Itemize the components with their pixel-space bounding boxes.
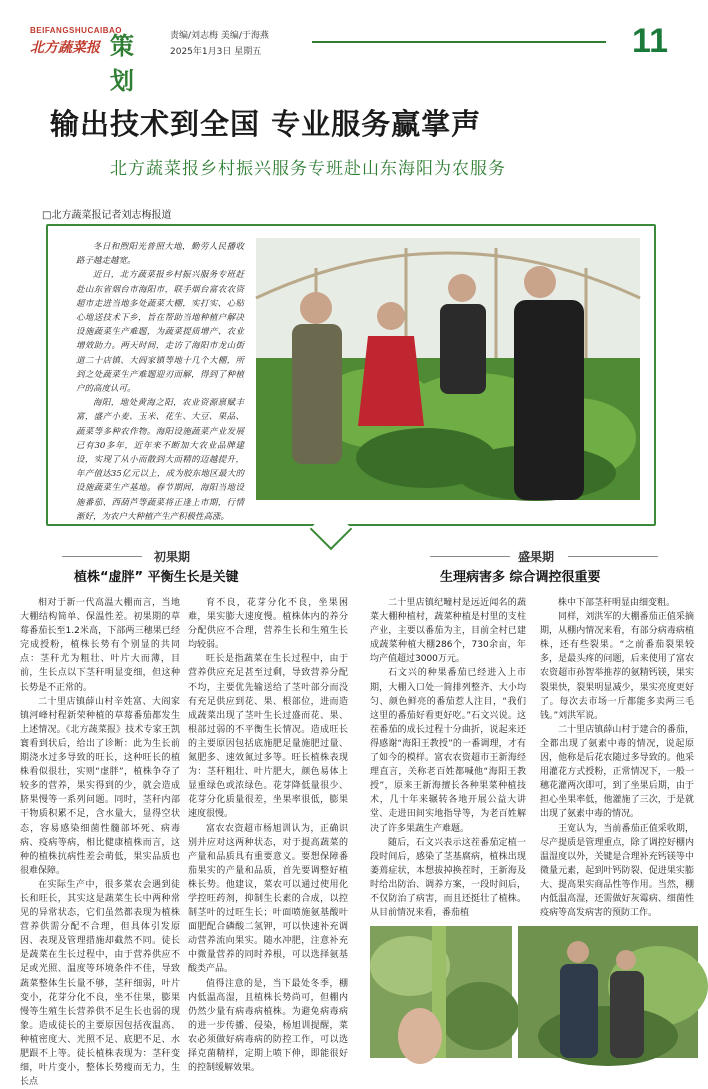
article-paragraph: 二十里店镇纪疃村是远近闻名的蔬菜大棚种植村，蔬菜种植是村里的支柱产业，主要以番茄为主，目前全村已建成蔬菜种植大棚286个，730余亩，年均产值超过3000万元。: [370, 598, 526, 665]
article-paragraph: 随后，石文兴表示这茬番茄定植一段时间后，感染了茎基腐病，植株出现萎蔫症状，本想拔掉换茬时，王新海及时给出防治、调养方案，一段时间后，不仅防治了病害，而且还挺壮了植株。从目前情况来看，番茄植: [370, 837, 526, 919]
page-number: 11: [632, 22, 668, 60]
article-paragraph: 二十里店镇薛山村辛姓富、大阎家镇河峰村程新荣种植的草莓番茄都发生上述情况。《北方蔬菜报》技术专家王凯寰看到状后，给出了诊断：此为生长前期浇水过多导致的旺长，这种旺长的植株看似很壮，实则“虚胖”，植株争夺了较多的营养，果实得到的少，就会造成脐果慢等一系列问题。同时，茎秆内部干物质积累不足，含水量大，显得空状态，容易感染细菌性髓部坏死、病毒病、疫病等病，相比健康植株而言，这种的植株抗病性差会萌低，果实品质也很难保障。: [20, 696, 180, 876]
article-paragraph: 王宽认为，当前番茄正值采收期，尽产提质是管理重点，除了调控好棚内温湿度以外，关键是合理补充钙镁等中微量元素，起到叶钙防裂、促进果实膨大、提高果实商品性等作用。当然，棚内低温高湿，还需做好灰霉病、细菌性疫病等高发病害的预防工作。: [540, 823, 694, 919]
article-paragraph: 石文兴的种果番茄已经进入上市期，大棚入口处一简排列整齐、大小均匀、颜色鲜亮的番茄惹人注目，“我们这里的番茄好看更好吃。”石文兴说。这茬番茄的成长过程十分曲折，说起来还得感谢“海阳王教授”的一番调理，才有了如今的模样。富农农资超市王新海经理直言，关称老百姓都喊他“海阳王教授”，原来王新海擅长各种果菜种植技术，几十年来辗转各地开展公益大讲堂、走进田间实地指导等，为老百姓解决了许多果蔬生产难题。: [370, 668, 526, 834]
article-paragraph: 同样，刘洪军的大棚番茄正值采摘期，从棚内情况来看，有部分病毒病植株，还有些裂果。“之前番茄裂果较多，是最头疼的问题，后来使用了富农农资超市孙智举推荐的氨精钙镁，果实裂果快，裂果明显减少，果实亮度更好了。每次去市场一斤都能多卖两三毛钱。”刘洪军说。: [540, 612, 694, 721]
article-column-1: [20, 596, 180, 1089]
paper-name: 北方蔬菜报: [30, 40, 100, 56]
issue-date: 2025年1月3日 星期五: [170, 47, 262, 57]
intro-paragraph: 近日，北方蔬菜报乡村振兴服务专班赶赴山东省烟台市海阳市，联手烟台富农农资超市走进当地多处蔬菜大棚，实打实、心贴心地送技术下乡，旨在帮助当地种植户解决设施蔬菜生产难题，为蔬菜提质增产、农业增效助力。两天时间，走访了海阳市龙山街道二十店镇、大阎家镇等地十几个大棚，所到之处蔬菜生产难题迎刃而解，得到了种植户的高度认可。: [76, 270, 244, 395]
tomato-stem-illustration: [370, 926, 512, 1058]
masthead-rule: [312, 41, 606, 43]
farmers-field-illustration: [518, 926, 698, 1058]
intro-paragraph: 冬日和煦阳光普照大地，勤劳人民播收路子越走越宽。: [76, 242, 244, 267]
section-rule: [430, 556, 510, 557]
article-column-3: [370, 596, 526, 920]
paper-pinyin: BEIFANGSHUCAIBAO: [30, 26, 123, 35]
page-headline: 输出技术到全国 专业服务赢掌声: [50, 107, 482, 141]
article-paragraph: 富农农资超市杨旭训认为，正确识别并应对这两种状态，对于提高蔬菜的产量和品质具有重要意义。要想保障番茄果实的产量和品质，首先要调整好植株长势。他建议，菜农可以通过使用化学控旺药剂，抑制生长素的合成，以控制茎叶的过旺生长；叶面喷施氨基酸叶面肥配合磷酸二氢钾，可以快速补充调动营养流向果实。随水冲肥，注意补充中微量营养的同时养根，可以选择氨基酸类产品。: [188, 823, 348, 975]
section-rule: [568, 556, 658, 557]
article-paragraph: 在实际生产中，很多菜农会遇到徒长和旺长，其实这是蔬菜生长中两种常见的异常状态，它们虽然都表现为植株营养供需分配不合理，但具体引发原因、表现及管理措施却截然不同。徒长是蔬菜在生长过程中，由于营养供应不足或光照、温度等环境条件不佳，导致蔬菜整体生长量不够，茎秆细弱，叶片变小，花芽分化不良，坐不住果，膨果慢等生殖生长营养供不足生长也弱的现象。造成徒长的主要原因包括夜温高、种植密度大、光照不足、底肥不足、水肥跟不上等。徒长植株表现为：茎秆变细，叶片变小，整体长势瘦而无力，生长点: [20, 879, 180, 1088]
farmers-field-photo: [518, 926, 698, 1058]
section-name: 策划: [110, 31, 136, 95]
article-column-4: [540, 596, 694, 920]
section-subtitle: 植株“虚胖” 平衡生长是关键: [74, 570, 239, 585]
masthead: [30, 22, 690, 95]
article-paragraph: 二十里店镇薛山村于建合的番茄，全都出现了氨素中毒的情况，说起原因，他称是后花农随过多导致的。他采用灌花方式授粉，正常情况下，一般一穗花灌两次即可，到了坐果后期，由于担心坐果率低，他灌施了三次，于是就出现了氨素中毒的情况。: [540, 724, 694, 820]
byline: □北方蔬菜报记者刘志梅报道: [42, 210, 172, 221]
article-paragraph: 值得注意的是，当下最处冬季，棚内低温高湿，且植株长势尚可，但棚内仍然少量有病毒病植株。为避免病毒病的进一步传播、侵染，杨旭训提醒，菜农必须做好病毒病的防控工作，可以选择克菌精样，定期上喷下伸，即能很好的控制缓解效果。: [188, 978, 348, 1074]
section-rule: [62, 556, 142, 557]
greenhouse-photo: [256, 238, 640, 500]
section-header-early-fruit: [62, 548, 298, 588]
article-paragraph: 旺长是指蔬菜在生长过程中，由于营养供应充足甚至过剩，导致营养分配不均，主要优先输送给了茎叶部分而没有充足供应到花、果、根部位，进而造成蔬菜出现了茎叶生长过盛而花、果、根部过弱的不平衡生长情况。造成旺长的主要原因包括底施肥足量施肥过量、氮肥多、速效氮过多等。旺长植株表现为：茎秆粗壮、叶片肥大，颜色易体上显重绿色或浓绿色。花芽降低量很少、花芽分化质量很差，坐果率很低，膨果速度很慢。: [188, 654, 348, 820]
section-header-peak-fruit: [430, 548, 660, 588]
section-title: 盛果期: [518, 550, 555, 564]
section-title: 初果期: [154, 550, 191, 564]
editor-credits: 责编/刘志梅 美编/于海燕: [170, 31, 269, 41]
article-column-2: [188, 596, 348, 1075]
intro-paragraph: 海阳，地处黄海之阳，农业资源禀赋丰富，盛产小麦、玉米、花生、大豆、果品、蔬菜等多种农作物。海阳设施蔬菜产业发展已有30多年，近年来不断加大农业品牌建设，实现了从小而散到大而精的迈越提升，年产值达35亿元以上，成为胶东地区最大的设施蔬菜生产基地。春节期间，海阳当地设施番茄、西葫芦等蔬菜将正逢上市期，行情渐好，为农户大种植产生产积极性高涨。: [76, 398, 244, 522]
section-subtitle: 生理病害多 综合调控很重要: [440, 570, 601, 585]
page-subhead: 北方蔬菜报乡村振兴服务专班赴山东海阳为农服务: [110, 159, 506, 179]
greenhouse-photo-illustration: [256, 238, 640, 500]
tomato-stem-photo: [370, 926, 512, 1058]
article-paragraph: 育不良，花芽分化不良，坐果困难，果实膨大速度慢。植株体内的养分分配供应不合理，营养生长和生殖生长均较弱。: [188, 598, 348, 651]
article-paragraph: 株中下部茎秆明显由细变粗。: [558, 598, 676, 608]
intro-text: [76, 240, 244, 524]
article-paragraph: 相对于新一代高温大棚而言，当地大棚结构简单、保温性差。初果期的草莓番茄长至1.2米高，下部两三穗果已经完成授粉，植株长势有个别显的共同点：茎秆尤为粗壮、叶片大而薄，目前，生长点以下茎秆明显变细，但这种长势是不正常的。: [20, 598, 180, 693]
